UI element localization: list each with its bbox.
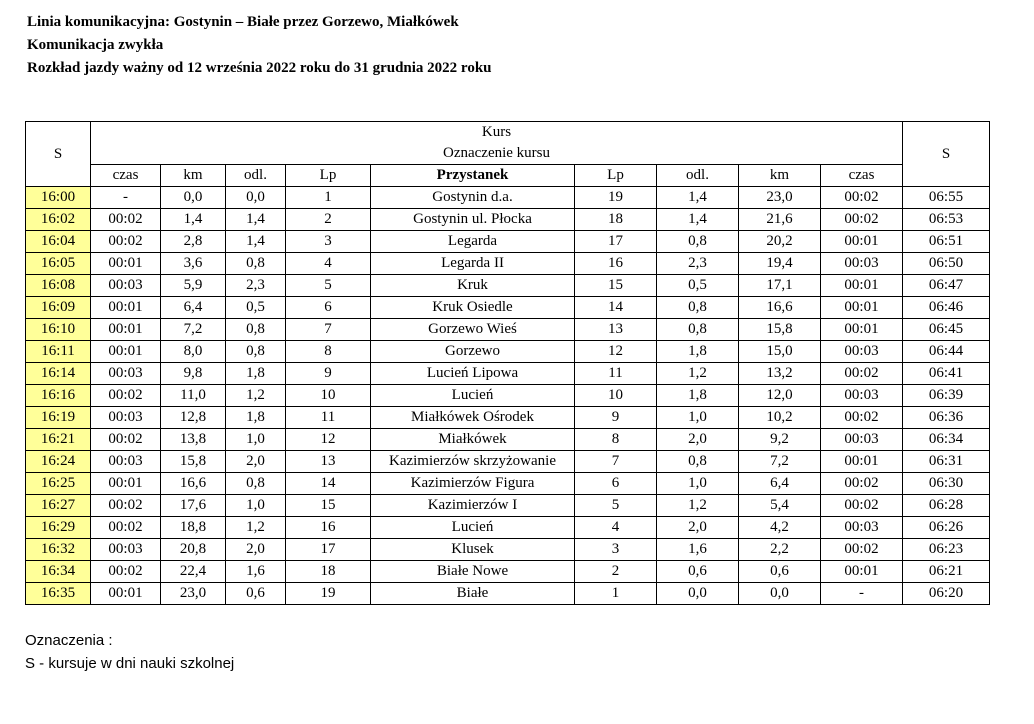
col-czas-right: czas [821, 165, 903, 187]
return-czas: 00:02 [821, 473, 903, 495]
return-km: 19,4 [739, 253, 821, 275]
table-row [26, 429, 990, 451]
return-odl: 1,4 [657, 187, 739, 209]
stop-name: Kruk [371, 275, 575, 297]
return-odl: 2,0 [657, 429, 739, 451]
table-row [26, 363, 990, 385]
return-czas: 00:02 [821, 539, 903, 561]
stop-name: Legarda II [371, 253, 575, 275]
distance-odl: 1,0 [226, 495, 286, 517]
col-przystanek: Przystanek [371, 165, 575, 187]
return-lp: 6 [575, 473, 657, 495]
stop-name: Gostynin ul. Płocka [371, 209, 575, 231]
departure-time: 16:25 [26, 473, 91, 495]
distance-odl: 1,8 [226, 407, 286, 429]
return-km: 13,2 [739, 363, 821, 385]
distance-odl: 0,5 [226, 297, 286, 319]
distance-km: 15,8 [161, 451, 226, 473]
return-time: 06:30 [903, 473, 990, 495]
distance-odl: 1,8 [226, 363, 286, 385]
distance-km: 12,8 [161, 407, 226, 429]
table-row [26, 297, 990, 319]
departure-time: 16:09 [26, 297, 91, 319]
time-czas: 00:03 [91, 363, 161, 385]
col-lp-right: Lp [575, 165, 657, 187]
return-km: 2,2 [739, 539, 821, 561]
return-km: 23,0 [739, 187, 821, 209]
return-lp: 4 [575, 517, 657, 539]
time-czas: 00:01 [91, 341, 161, 363]
return-czas: 00:02 [821, 187, 903, 209]
return-czas: 00:02 [821, 495, 903, 517]
time-czas: 00:03 [91, 407, 161, 429]
stop-lp: 6 [286, 297, 371, 319]
distance-odl: 2,3 [226, 275, 286, 297]
return-lp: 3 [575, 539, 657, 561]
return-lp: 9 [575, 407, 657, 429]
return-czas: 00:03 [821, 341, 903, 363]
departure-time: 16:29 [26, 517, 91, 539]
return-czas: 00:03 [821, 253, 903, 275]
return-time: 06:28 [903, 495, 990, 517]
return-czas: 00:01 [821, 561, 903, 583]
time-czas: 00:02 [91, 517, 161, 539]
return-time: 06:44 [903, 341, 990, 363]
distance-odl: 0,8 [226, 473, 286, 495]
return-km: 0,6 [739, 561, 821, 583]
return-time: 06:55 [903, 187, 990, 209]
return-odl: 0,8 [657, 451, 739, 473]
departure-time: 16:16 [26, 385, 91, 407]
departure-time: 16:04 [26, 231, 91, 253]
return-time: 06:20 [903, 583, 990, 605]
departure-time: 16:08 [26, 275, 91, 297]
stop-name: Białe [371, 583, 575, 605]
table-row [26, 253, 990, 275]
distance-km: 17,6 [161, 495, 226, 517]
distance-km: 20,8 [161, 539, 226, 561]
table-row [26, 473, 990, 495]
stop-name: Lucień Lipowa [371, 363, 575, 385]
departure-time: 16:27 [26, 495, 91, 517]
distance-km: 9,8 [161, 363, 226, 385]
distance-odl: 1,6 [226, 561, 286, 583]
return-time: 06:23 [903, 539, 990, 561]
return-lp: 12 [575, 341, 657, 363]
return-odl: 1,0 [657, 473, 739, 495]
distance-odl: 0,6 [226, 583, 286, 605]
return-km: 6,4 [739, 473, 821, 495]
table-row [26, 539, 990, 561]
distance-km: 22,4 [161, 561, 226, 583]
time-czas: 00:02 [91, 561, 161, 583]
time-czas: - [91, 187, 161, 209]
return-km: 15,8 [739, 319, 821, 341]
stop-lp: 13 [286, 451, 371, 473]
return-odl: 0,6 [657, 561, 739, 583]
stop-lp: 2 [286, 209, 371, 231]
stop-lp: 10 [286, 385, 371, 407]
departure-time: 16:35 [26, 583, 91, 605]
time-czas: 00:01 [91, 319, 161, 341]
time-czas: 00:02 [91, 385, 161, 407]
return-czas: 00:01 [821, 231, 903, 253]
col-czas-left: czas [91, 165, 161, 187]
return-lp: 14 [575, 297, 657, 319]
return-czas: 00:01 [821, 319, 903, 341]
stop-lp: 12 [286, 429, 371, 451]
table-row [26, 319, 990, 341]
departure-time: 16:21 [26, 429, 91, 451]
stop-lp: 4 [286, 253, 371, 275]
return-odl: 1,0 [657, 407, 739, 429]
table-row [26, 275, 990, 297]
return-odl: 0,8 [657, 319, 739, 341]
departure-time: 16:10 [26, 319, 91, 341]
stop-lp: 7 [286, 319, 371, 341]
return-czas: 00:02 [821, 407, 903, 429]
timetable [25, 121, 990, 605]
stop-lp: 8 [286, 341, 371, 363]
col-km-left: km [161, 165, 226, 187]
return-lp: 15 [575, 275, 657, 297]
stop-lp: 19 [286, 583, 371, 605]
return-czas: 00:02 [821, 209, 903, 231]
distance-km: 7,2 [161, 319, 226, 341]
stop-lp: 18 [286, 561, 371, 583]
return-czas: - [821, 583, 903, 605]
timetable-body [26, 187, 990, 605]
distance-odl: 1,0 [226, 429, 286, 451]
stop-name: Klusek [371, 539, 575, 561]
time-czas: 00:02 [91, 429, 161, 451]
time-czas: 00:02 [91, 209, 161, 231]
stop-name: Gorzewo [371, 341, 575, 363]
kurs-header [91, 122, 903, 165]
return-time: 06:50 [903, 253, 990, 275]
stop-name: Białe Nowe [371, 561, 575, 583]
return-time: 06:53 [903, 209, 990, 231]
return-lp: 16 [575, 253, 657, 275]
return-czas: 00:01 [821, 297, 903, 319]
departure-time: 16:05 [26, 253, 91, 275]
return-lp: 19 [575, 187, 657, 209]
kurs-subtitle: Oznaczenie kursu [442, 145, 551, 161]
departure-time: 16:19 [26, 407, 91, 429]
time-czas: 00:03 [91, 451, 161, 473]
kurs-title: Kurs [481, 124, 512, 140]
time-czas: 00:03 [91, 539, 161, 561]
service-type: Komunikacja zwykła [27, 37, 164, 53]
distance-odl: 0,8 [226, 319, 286, 341]
return-km: 12,0 [739, 385, 821, 407]
return-odl: 0,8 [657, 297, 739, 319]
table-row [26, 231, 990, 253]
return-czas: 00:02 [821, 363, 903, 385]
return-time: 06:46 [903, 297, 990, 319]
return-odl: 1,2 [657, 363, 739, 385]
time-czas: 00:01 [91, 473, 161, 495]
table-row [26, 385, 990, 407]
return-time: 06:41 [903, 363, 990, 385]
stop-lp: 16 [286, 517, 371, 539]
return-odl: 1,2 [657, 495, 739, 517]
return-km: 10,2 [739, 407, 821, 429]
return-km: 21,6 [739, 209, 821, 231]
return-km: 5,4 [739, 495, 821, 517]
return-km: 15,0 [739, 341, 821, 363]
distance-km: 18,8 [161, 517, 226, 539]
distance-km: 23,0 [161, 583, 226, 605]
departure-time: 16:14 [26, 363, 91, 385]
stop-name: Lucień [371, 517, 575, 539]
return-km: 16,6 [739, 297, 821, 319]
table-row [26, 407, 990, 429]
return-czas: 00:01 [821, 451, 903, 473]
time-czas: 00:01 [91, 297, 161, 319]
return-lp: 7 [575, 451, 657, 473]
table-row [26, 341, 990, 363]
table-row [26, 517, 990, 539]
table-row [26, 209, 990, 231]
return-odl: 1,6 [657, 539, 739, 561]
stop-lp: 17 [286, 539, 371, 561]
time-czas: 00:01 [91, 583, 161, 605]
return-odl: 1,8 [657, 341, 739, 363]
return-czas: 00:03 [821, 429, 903, 451]
distance-km: 3,6 [161, 253, 226, 275]
col-km-right: km [739, 165, 821, 187]
stop-lp: 11 [286, 407, 371, 429]
return-odl: 2,3 [657, 253, 739, 275]
time-czas: 00:02 [91, 495, 161, 517]
col-odl-right: odl. [657, 165, 739, 187]
time-czas: 00:03 [91, 275, 161, 297]
distance-km: 11,0 [161, 385, 226, 407]
legend-title: Oznaczenia : [25, 632, 113, 649]
distance-km: 13,8 [161, 429, 226, 451]
return-odl: 1,4 [657, 209, 739, 231]
table-row [26, 561, 990, 583]
stop-name: Gostynin d.a. [371, 187, 575, 209]
distance-km: 0,0 [161, 187, 226, 209]
return-odl: 1,8 [657, 385, 739, 407]
return-lp: 10 [575, 385, 657, 407]
right-marker: S [903, 122, 990, 187]
return-km: 4,2 [739, 517, 821, 539]
stop-name: Miałkówek Ośrodek [371, 407, 575, 429]
return-lp: 1 [575, 583, 657, 605]
legend-item: S - kursuje w dni nauki szkolnej [25, 655, 235, 672]
distance-km: 6,4 [161, 297, 226, 319]
return-time: 06:47 [903, 275, 990, 297]
line-title: Linia komunikacyjna: Gostynin – Białe przez Gorzewo, Miałkówek [27, 14, 459, 30]
time-czas: 00:02 [91, 231, 161, 253]
stop-name: Kazimierzów I [371, 495, 575, 517]
table-row [26, 451, 990, 473]
return-odl: 0,5 [657, 275, 739, 297]
return-lp: 11 [575, 363, 657, 385]
distance-odl: 0,8 [226, 341, 286, 363]
stop-lp: 15 [286, 495, 371, 517]
return-odl: 0,0 [657, 583, 739, 605]
return-time: 06:31 [903, 451, 990, 473]
distance-odl: 1,4 [226, 231, 286, 253]
distance-odl: 0,8 [226, 253, 286, 275]
return-km: 20,2 [739, 231, 821, 253]
col-odl-left: odl. [226, 165, 286, 187]
distance-odl: 2,0 [226, 451, 286, 473]
col-lp-left: Lp [286, 165, 371, 187]
distance-odl: 2,0 [226, 539, 286, 561]
return-odl: 0,8 [657, 231, 739, 253]
return-km: 7,2 [739, 451, 821, 473]
stop-lp: 5 [286, 275, 371, 297]
return-time: 06:51 [903, 231, 990, 253]
table-row [26, 583, 990, 605]
return-czas: 00:03 [821, 517, 903, 539]
distance-km: 1,4 [161, 209, 226, 231]
distance-km: 2,8 [161, 231, 226, 253]
stop-name: Kazimierzów skrzyżowanie [371, 451, 575, 473]
return-czas: 00:03 [821, 385, 903, 407]
return-km: 9,2 [739, 429, 821, 451]
return-time: 06:21 [903, 561, 990, 583]
return-time: 06:26 [903, 517, 990, 539]
distance-odl: 0,0 [226, 187, 286, 209]
distance-km: 5,9 [161, 275, 226, 297]
return-lp: 2 [575, 561, 657, 583]
stop-name: Gorzewo Wieś [371, 319, 575, 341]
departure-time: 16:11 [26, 341, 91, 363]
return-lp: 17 [575, 231, 657, 253]
distance-odl: 1,2 [226, 385, 286, 407]
return-time: 06:36 [903, 407, 990, 429]
distance-odl: 1,2 [226, 517, 286, 539]
departure-time: 16:00 [26, 187, 91, 209]
return-lp: 13 [575, 319, 657, 341]
stop-lp: 14 [286, 473, 371, 495]
return-odl: 2,0 [657, 517, 739, 539]
stop-lp: 1 [286, 187, 371, 209]
stop-name: Miałkówek [371, 429, 575, 451]
return-lp: 18 [575, 209, 657, 231]
return-time: 06:39 [903, 385, 990, 407]
return-lp: 8 [575, 429, 657, 451]
distance-odl: 1,4 [226, 209, 286, 231]
validity-period: Rozkład jazdy ważny od 12 września 2022 roku do 31 grudnia 2022 roku [27, 60, 492, 76]
departure-time: 16:32 [26, 539, 91, 561]
return-czas: 00:01 [821, 275, 903, 297]
time-czas: 00:01 [91, 253, 161, 275]
departure-time: 16:24 [26, 451, 91, 473]
stop-name: Lucień [371, 385, 575, 407]
stop-name: Legarda [371, 231, 575, 253]
stop-lp: 3 [286, 231, 371, 253]
stop-name: Kruk Osiedle [371, 297, 575, 319]
departure-time: 16:02 [26, 209, 91, 231]
stop-name: Kazimierzów Figura [371, 473, 575, 495]
table-row [26, 187, 990, 209]
left-marker: S [26, 122, 91, 187]
departure-time: 16:34 [26, 561, 91, 583]
distance-km: 8,0 [161, 341, 226, 363]
stop-lp: 9 [286, 363, 371, 385]
return-km: 17,1 [739, 275, 821, 297]
return-time: 06:34 [903, 429, 990, 451]
distance-km: 16,6 [161, 473, 226, 495]
table-row [26, 495, 990, 517]
return-time: 06:45 [903, 319, 990, 341]
return-lp: 5 [575, 495, 657, 517]
return-km: 0,0 [739, 583, 821, 605]
